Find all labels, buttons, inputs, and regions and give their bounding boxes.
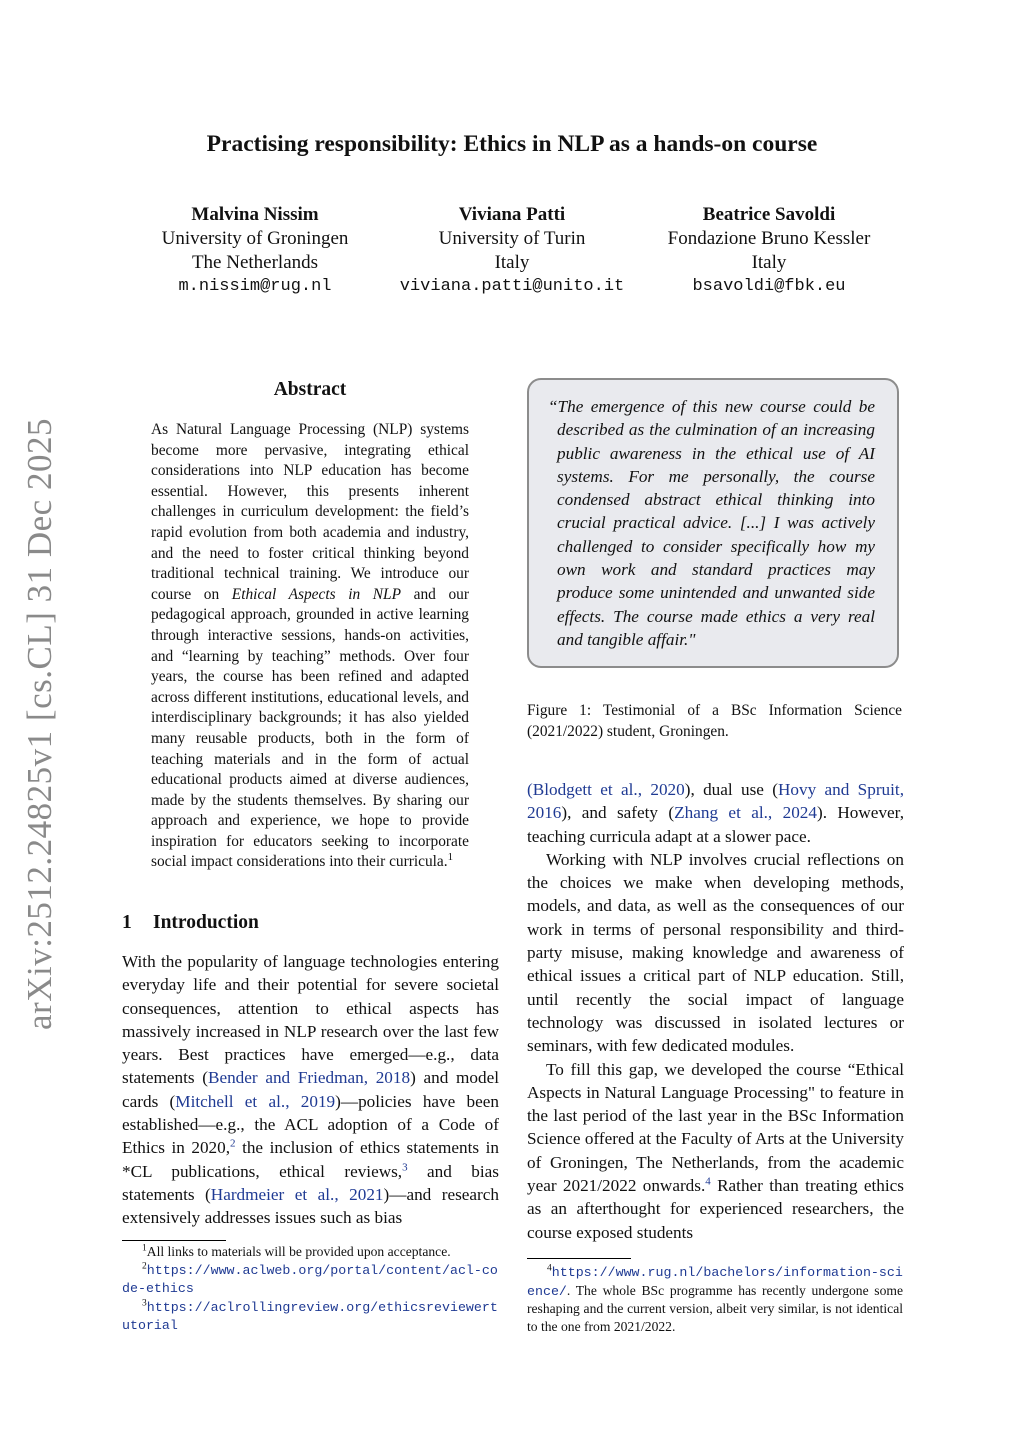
citation-link[interactable]: Blodgett et al., 2020 — [532, 780, 685, 799]
footnotes-left — [122, 1243, 500, 1335]
footnote-2 — [122, 1261, 500, 1298]
footnote-url[interactable]: https://www.aclweb.org/portal/content/acl-code-ethics — [122, 1262, 498, 1296]
footnote-mark[interactable]: 1 — [447, 851, 454, 864]
footnote-mark[interactable]: 3 — [402, 1160, 408, 1173]
author-email[interactable]: viviana.patti@unito.it — [399, 277, 625, 296]
abstract-heading: Abstract — [273, 379, 347, 400]
author-name: Viviana Patti — [458, 204, 566, 225]
footnote-rule — [527, 1258, 631, 1259]
author-country: The Netherlands — [191, 252, 319, 273]
text: the inclusion of ethics statements in *CL publications, ethical reviews, — [122, 1138, 499, 1181]
footnote-text: . The whole BSc programme has recently undergone some reshaping and the current version, albeit very similar, is not identical to the one from 2021/2022. — [527, 1282, 903, 1334]
text: ), and safety ( — [561, 803, 675, 823]
text: Rather than treating ethics as an afterthought for experienced researchers, the course exposed students — [527, 1176, 904, 1242]
section-heading-introduction — [122, 912, 259, 934]
citation-link[interactable]: Hovy and Spruit, 2016 — [527, 780, 905, 823]
footnote-4 — [527, 1263, 903, 1335]
paragraph — [122, 950, 499, 1230]
footnote-1 — [122, 1243, 500, 1261]
intro-left-column — [122, 950, 499, 1230]
abstract-body — [151, 420, 469, 873]
text: ), dual use ( — [684, 780, 778, 799]
author-country: Italy — [751, 252, 787, 273]
author-block-1 — [105, 203, 405, 299]
footnote-3 — [122, 1298, 500, 1335]
footnote-number: 2 — [142, 1260, 147, 1271]
citation-link[interactable]: Mitchell et al., 2019 — [175, 1091, 336, 1111]
author-affiliation: Fondazione Bruno Kessler — [667, 228, 871, 249]
author-email[interactable]: bsavoldi@fbk.eu — [692, 277, 846, 296]
text: ) and model cards ( — [122, 1068, 499, 1111]
author-affiliation: University of Turin — [438, 228, 586, 249]
citation-link[interactable]: Bender and Friedman, 2018 — [207, 1068, 411, 1088]
intro-right-column — [527, 778, 904, 1244]
paragraph — [527, 778, 904, 848]
author-name: Malvina Nissim — [191, 204, 319, 225]
text: ( — [527, 780, 533, 799]
abstract-text: As Natural Language Processing (NLP) systems become more pervasive, integrating ethical considerations into NLP education has become essential. However, this presents inherent challenges in curriculum development: the field’s rapid evolution from both academia and industry, and the need to foster critical thinking beyond traditional technical training. We introduce our course on — [151, 421, 469, 603]
text: )—and research extensively addresses issues such as bias — [122, 1184, 499, 1228]
section-title: Introduction — [153, 912, 259, 933]
citation-link[interactable]: Hardmeier et al., 2021 — [210, 1184, 384, 1204]
footnote-url[interactable]: https://www.rug.nl/bachelors/information-science/ — [527, 1265, 903, 1299]
author-affiliation: University of Groningen — [161, 228, 349, 249]
text: and bias statements ( — [122, 1161, 499, 1204]
author-name: Beatrice Savoldi — [702, 204, 836, 225]
text: To fill this gap, we developed the course “Ethical Aspects in Natural Language Processing" to feature in the last period of the last year in the BSc Information Science offered at the Faculty of Arts at the University of Groningen, The Netherlands, from the academic year 2021/2022 onwards. — [527, 1059, 904, 1196]
citation-link[interactable]: Zhang et al., 2024 — [674, 803, 817, 823]
author-email[interactable]: m.nissim@rug.nl — [178, 277, 332, 296]
footnote-text: All links to materials will be provided upon acceptance. — [146, 1244, 451, 1259]
text: ). However, teaching curricula adapt at a slower pace. — [527, 803, 904, 846]
author-block-3 — [619, 203, 919, 299]
testimonial-figure — [527, 378, 899, 668]
author-country: Italy — [494, 252, 530, 273]
paper-title: Practising responsibility: Ethics in NLP as a hands-on course — [206, 131, 818, 157]
text: With the popularity of language technologies entering everyday life and their potential for severe societal consequences, attention to ethical aspects has massively increased in NLP research over the last few years. Best practices have emerged—e.g., data statements ( — [122, 952, 499, 1088]
arxiv-identifier: arXiv:2512.24825v1 [cs.CL] 31 Dec 2025 — [20, 418, 59, 1030]
paragraph: Working with NLP involves crucial reflections on the choices we make when developing methods, models, and data, as well as the consequences of our work in terms of personal responsibility and third-party misuse, making knowledge and awareness of ethical issues a critical part of NLP education. Still, until recently the social impact of language technology was discussed in isolated lectures or seminars, with few dedicated modules. — [527, 849, 904, 1056]
footnote-mark[interactable]: 2 — [230, 1137, 236, 1150]
section-number: 1 — [122, 912, 132, 933]
footnote-mark[interactable]: 4 — [705, 1175, 711, 1188]
footnote-rule — [122, 1240, 226, 1241]
footnote-url[interactable]: https://aclrollingreview.org/ethicsreviewertutorial — [122, 1299, 498, 1333]
footnote-number: 4 — [547, 1263, 552, 1274]
footnote-number: 3 — [142, 1297, 147, 1308]
author-block-2 — [362, 203, 662, 299]
figure-caption: Figure 1: Testimonial of a BSc Information Science (2021/2022) student, Groningen. — [527, 702, 902, 740]
footnotes-right — [527, 1263, 903, 1335]
abstract-text: and our pedagogical approach, grounded in active learning through interactive sessions, hands-on activities, and “learning by teaching” methods. Over four years, the course has been refined and adapted across different institutions, educational levels, and interdisciplinary backgrounds; it has also yielded many reusable products, both in the form of teaching materials and in the form of actual educational products aimed at diverse audiences, made by the students themselves. By sharing our approach and experience, we hope to provide inspiration for educators seeking to incorporate social impact considerations into their curricula. — [151, 585, 469, 871]
paragraph — [527, 1058, 904, 1244]
course-name: Ethical Aspects in NLP — [231, 585, 402, 603]
quote-text: “The emergence of this new course could be described as the culmination of an increasing public awareness in the ethical use of AI systems. For me personally, the course condensed abstract ethical thinking into crucial practical advice. [...] I was actively challenged to consider specifically how my own work and standard practices may produce some unintended and unwanted side effects. The course made ethics a very real and tangible affair." — [548, 397, 875, 649]
testimonial-quote — [548, 395, 875, 651]
footnote-number: 1 — [142, 1243, 147, 1254]
text: )—policies have been established—e.g., the ACL adoption of a Code of Ethics in 2020, — [122, 1091, 499, 1158]
